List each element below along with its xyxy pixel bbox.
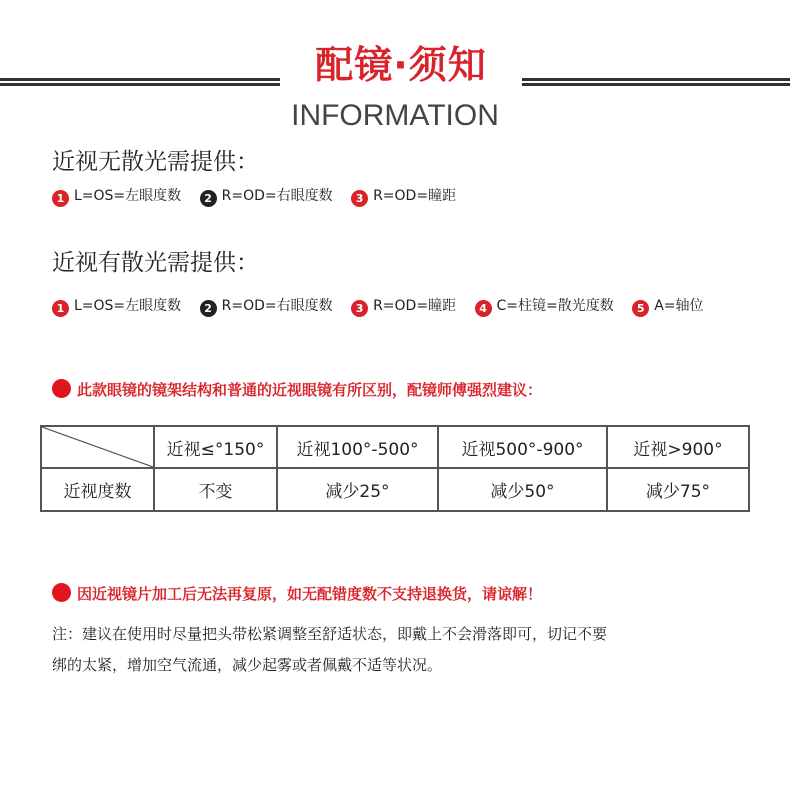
page-subtitle: INFORMATION [291, 99, 499, 132]
table-cell: 减少50° [438, 468, 607, 511]
requirements-list-astigmatism [52, 296, 718, 317]
red-dot-icon [52, 379, 71, 398]
table-header-cell: 近视500°-900° [438, 426, 607, 468]
requirement-item [351, 296, 456, 317]
table-row-label: 近视度数 [41, 468, 154, 511]
usage-note-line: 注：建议在使用时尽量把头带松紧调整至舒适状态，即戴上不会滑落即可，切记不要 [52, 625, 608, 643]
requirement-text: R=OD=右眼度数 [221, 298, 333, 314]
usage-note [52, 619, 752, 681]
requirement-text: L=OS=左眼度数 [74, 188, 182, 204]
requirement-item [200, 296, 333, 317]
usage-note-line: 绑的太紧，增加空气流通，减少起雾或者佩戴不适等状况。 [52, 656, 443, 674]
notice-text: 因近视镜片加工后无法再复原，如无配错度数不支持退换货，请谅解！ [77, 585, 543, 603]
requirement-item [52, 296, 181, 317]
header-rule-right [522, 78, 790, 86]
page-title: 配镜·须知 [315, 43, 487, 87]
requirement-item [632, 296, 703, 317]
requirement-item [475, 296, 614, 317]
requirement-text: L=OS=左眼度数 [74, 298, 182, 314]
table-header-cell: 近视100°-500° [277, 426, 438, 468]
table-header-cell: 近视≤°150° [154, 426, 277, 468]
number-badge-1: 1 [52, 300, 69, 317]
table-cell: 不变 [154, 468, 277, 511]
table-header-row [41, 426, 749, 468]
number-badge-1: 1 [52, 190, 69, 207]
requirement-text: A=轴位 [654, 298, 704, 314]
header-rule-left [0, 78, 280, 86]
requirement-text: C=柱镜=散光度数 [496, 298, 614, 314]
requirement-item [52, 186, 181, 207]
number-badge-2: 2 [200, 190, 217, 207]
table-cell: 减少75° [607, 468, 749, 511]
table-header-cell: 近视>900° [607, 426, 749, 468]
requirement-item [351, 186, 456, 207]
table-row [41, 468, 749, 511]
number-badge-4: 4 [475, 300, 492, 317]
table-cell: 减少25° [277, 468, 438, 511]
number-badge-2: 2 [200, 300, 217, 317]
notice-no-returns [52, 583, 542, 605]
notice-text: 此款眼镜的镜架结构和普通的近视眼镜有所区别，配镜师傅强烈建议： [77, 381, 543, 399]
number-badge-3: 3 [351, 300, 368, 317]
diagonal-corner-cell [41, 426, 154, 468]
prescription-adjustment-table [40, 425, 750, 512]
red-dot-icon [52, 583, 71, 602]
number-badge-5: 5 [632, 300, 649, 317]
section-title-no-astigmatism: 近视无散光需提供： [52, 149, 259, 175]
notice-frame-structure [52, 379, 542, 401]
diagonal-line [42, 427, 153, 467]
requirement-text: R=OD=右眼度数 [221, 188, 333, 204]
requirement-text: R=OD=瞳距 [373, 188, 457, 204]
section-title-astigmatism: 近视有散光需提供： [52, 250, 259, 276]
requirement-text: R=OD=瞳距 [373, 298, 457, 314]
number-badge-3: 3 [351, 190, 368, 207]
requirements-list-no-astigmatism [52, 186, 470, 207]
requirement-item [200, 186, 333, 207]
